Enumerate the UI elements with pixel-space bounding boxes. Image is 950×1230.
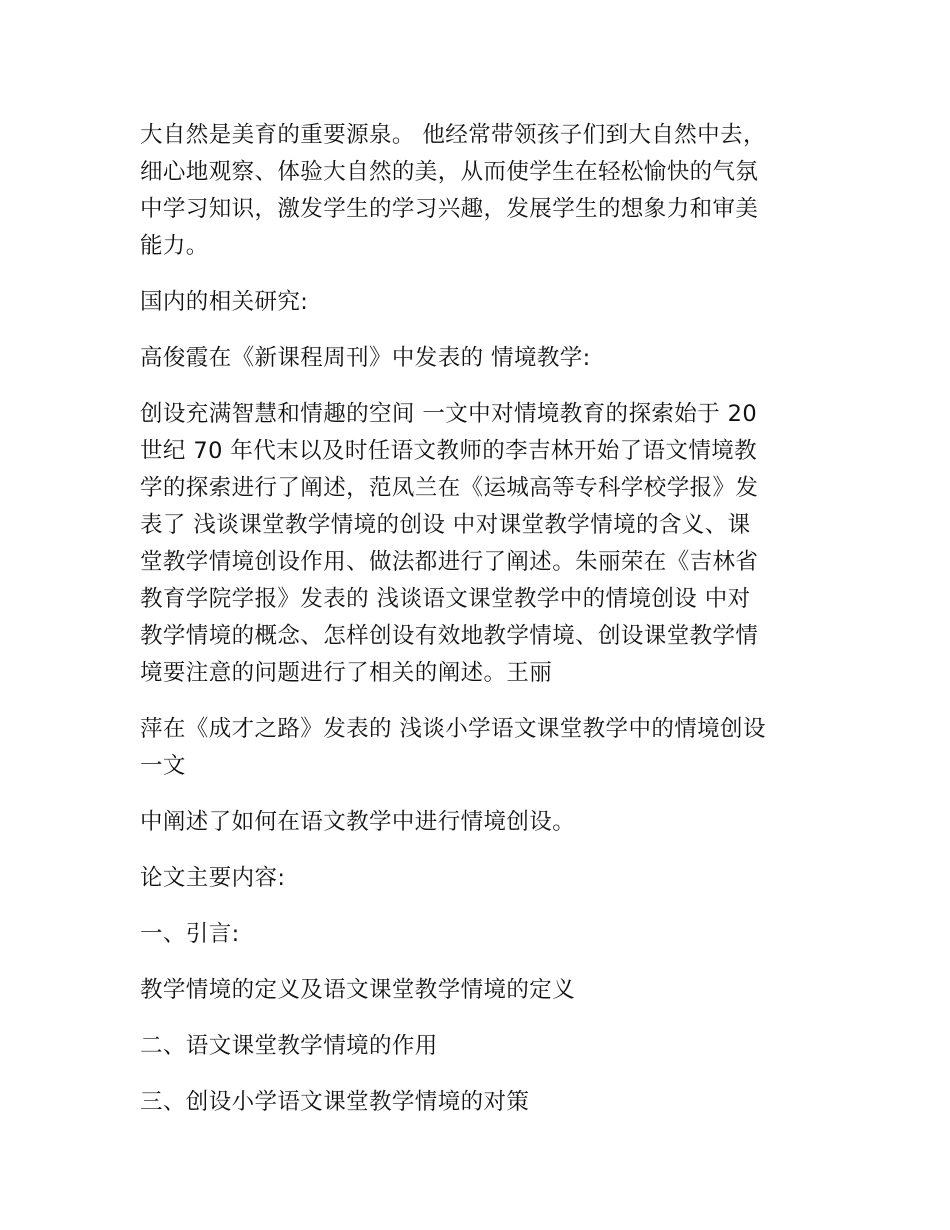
text-line: 中学习知识，激发学生的学习兴趣，发展学生的想象力和审美 — [140, 196, 759, 222]
text-line: 高俊霞在《新课程周刊》中发表的 情境教学: — [140, 345, 591, 371]
text-line: 教学情境的概念、怎样创设有效地教学情境、创设课堂教学情 — [140, 623, 759, 649]
heading-domestic-research — [140, 284, 820, 321]
text-line: 教育学院学报》发表的 浅谈语文课堂教学中的情境创设 中对 — [140, 586, 751, 612]
text-line: 细心地观察、体验大自然的美，从而使学生在轻松愉快的气氛 — [140, 159, 759, 185]
paragraph-research-review — [140, 396, 820, 692]
text-line: 中阐述了如何在语文教学中进行情境创设。 — [140, 809, 576, 835]
section-two — [140, 1028, 820, 1065]
text-line: 世纪 70 年代末以及时任语文教师的李吉林开始了语文情境教 — [140, 438, 758, 464]
section-introduction — [140, 916, 820, 953]
heading-main-content — [140, 860, 820, 897]
section-three — [140, 1084, 820, 1121]
document-body — [140, 117, 820, 1140]
text-line: 学的探索进行了阐述，范凤兰在《运城高等专科学校学报》发 — [140, 475, 759, 501]
text-line: 创设充满智慧和情趣的空间 一文中对情境教育的探索始于 20 — [140, 401, 758, 427]
text-line: 大自然是美育的重要源泉。 他经常带领孩子们到大自然中去， — [140, 122, 766, 148]
paragraph-nature-aesthetics — [140, 117, 820, 265]
text-line: 一文 — [140, 753, 186, 779]
text-line: 能力。 — [140, 233, 209, 259]
text-line: 二、语文课堂教学情境的作用 — [140, 1033, 438, 1059]
text-line: 国内的相关研究: — [140, 289, 309, 315]
paragraph-gao-junxia — [140, 340, 820, 377]
text-line: 堂教学情境创设作用、做法都进行了阐述。朱丽荣在《吉林省 — [140, 549, 759, 575]
text-line: 萍在《成才之路》发表的 浅谈小学语文课堂教学中的情境创设 — [140, 716, 766, 742]
text-line: 教学情境的定义及语文课堂教学情境的定义 — [140, 977, 576, 1003]
text-line: 表了 浅谈课堂教学情境的创设 中对课堂教学情境的含义、课 — [140, 512, 751, 538]
text-line: 三、创设小学语文课堂教学情境的对策 — [140, 1089, 530, 1115]
text-line: 论文主要内容: — [140, 865, 286, 891]
text-line: 一、引言: — [140, 921, 240, 947]
text-line: 境要注意的问题进行了相关的阐述。王丽 — [140, 660, 553, 686]
paragraph-wang-liping — [140, 711, 820, 785]
paragraph-explanation — [140, 804, 820, 841]
paragraph-definition — [140, 972, 820, 1009]
